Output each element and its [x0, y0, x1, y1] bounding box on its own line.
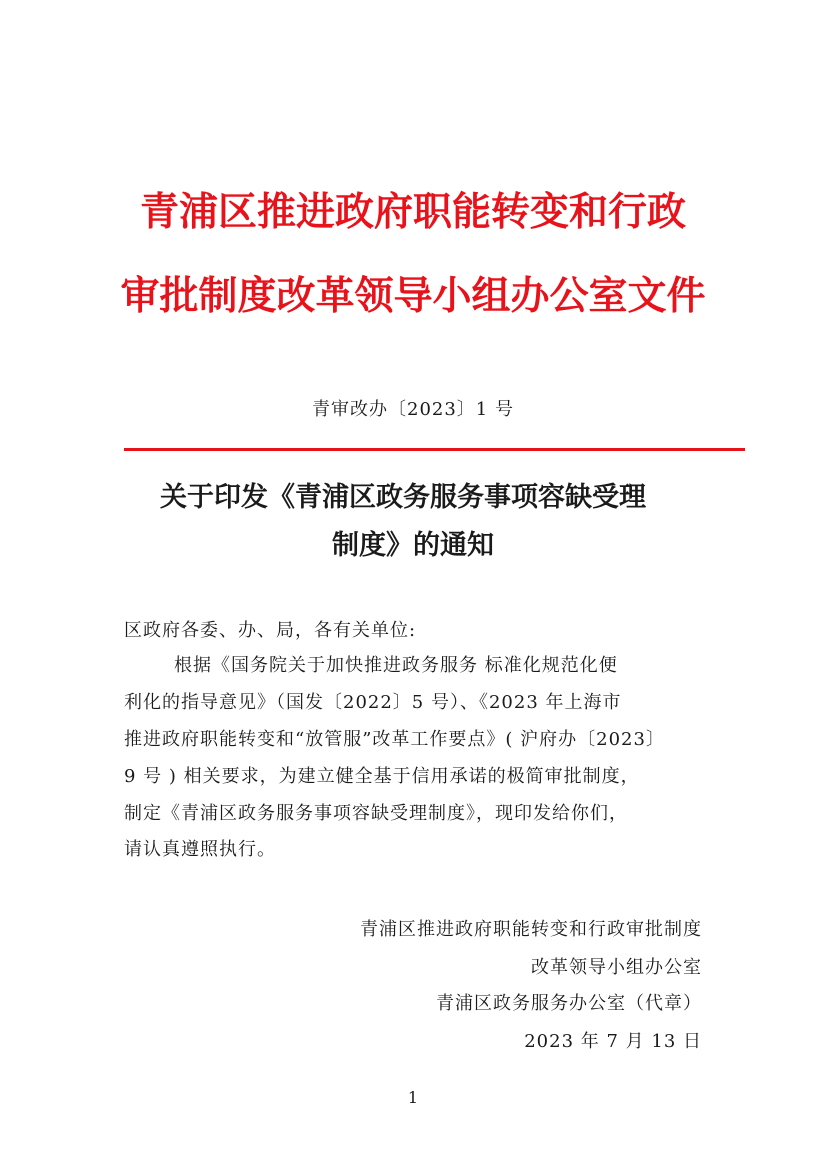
salutation: 区政府各委、办、局，各有关单位: [124, 620, 417, 641]
body-text-line: 利化的指导意见》（国发〔2022〕5 号）、《2023 年上海市 [124, 692, 622, 713]
body-text-line: 推进政府职能转变和“放管服”改革工作要点》( 沪府办〔2023〕 [124, 729, 665, 750]
signature-line-2: 改革领导小组办公室 [531, 957, 702, 978]
body-text-line: 请认真遵照执行。 [124, 839, 276, 860]
signature-line-1: 青浦区推进政府职能转变和行政审批制度 [360, 919, 702, 940]
red-header-title-line-1: 青浦区推进政府职能转变和行政 [139, 189, 686, 235]
signature-date: 2023 年 7 月 13 日 [524, 1031, 702, 1052]
body-text-line: 制定《青浦区政务服务事项容缺受理制度》，现印发给你们， [124, 803, 628, 824]
document-number: 青审改办〔2023〕1 号 [312, 399, 514, 420]
red-header-title-line-2: 审批制度改革领导小组办公室文件 [120, 273, 706, 319]
body-text-line: 根据《国务院关于加快推进政务服务 标准化规范化便 [174, 655, 618, 676]
red-separator-line [124, 448, 745, 451]
notice-title-line-1: 关于印发《青浦区政务服务事项容缺受理 [160, 482, 646, 513]
page-number: 1 [407, 1088, 419, 1107]
notice-title-line-2: 制度》的通知 [332, 530, 494, 561]
body-text-line: 9 号 ) 相关要求，为建立健全基于信用承诺的极简审批制度， [124, 766, 640, 787]
signature-line-3: 青浦区政务服务办公室（代章） [436, 993, 702, 1014]
